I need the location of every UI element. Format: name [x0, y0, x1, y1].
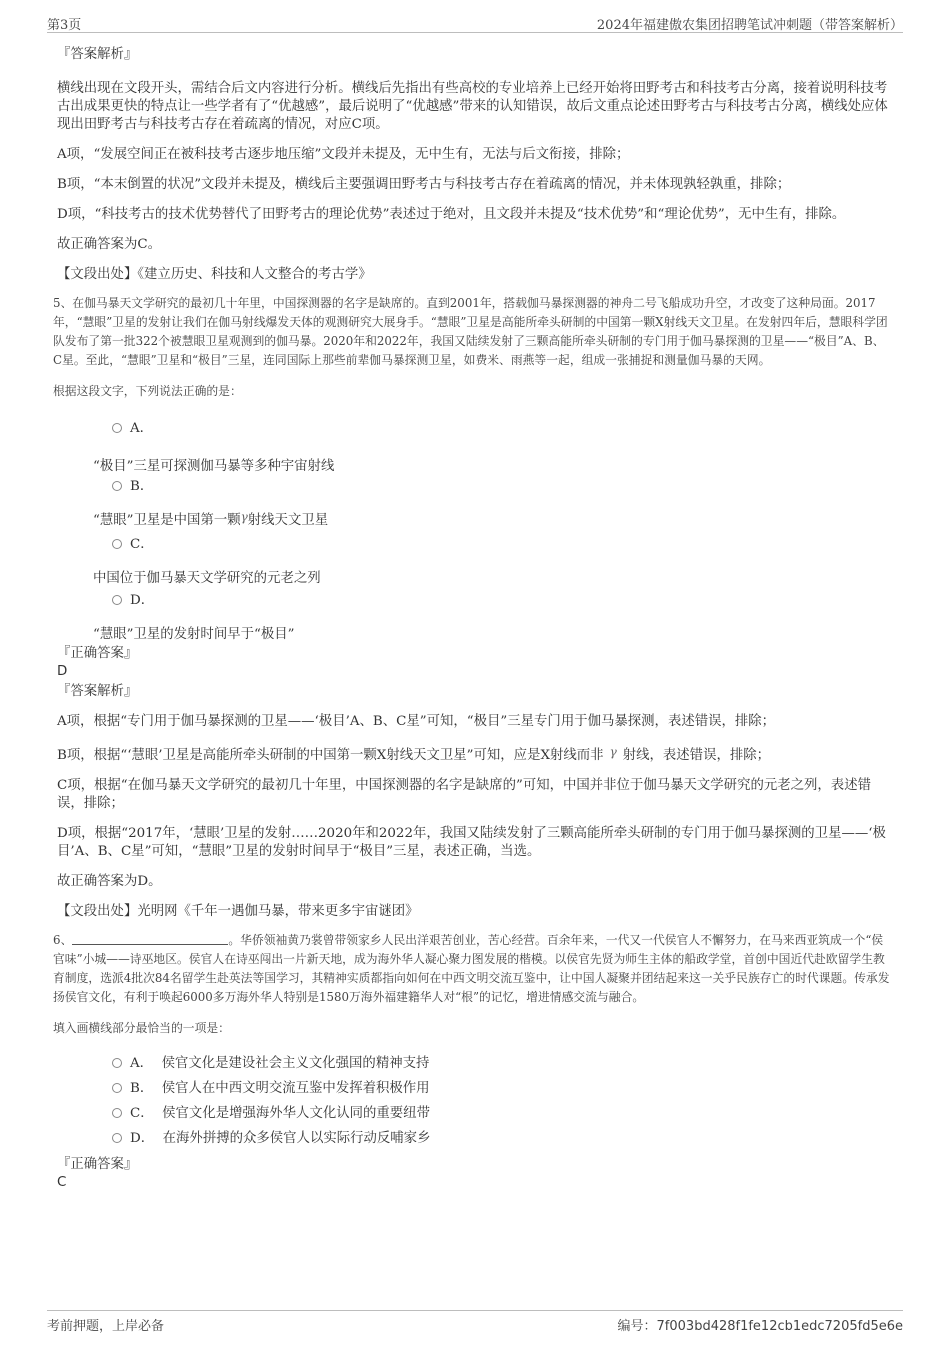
q5-option-a[interactable]: A．: [57, 417, 893, 455]
gamma-symbol: γ: [609, 745, 617, 759]
q5-option-b[interactable]: B．: [57, 475, 893, 509]
sec4-analysis: 横线出现在文段开头，需结合后文内容进行分析。横线后先指出有些高校的专业培养上已经开始将田野考古和科技考古分离，接着说明科技考古出成果更快的特点让一些学者有了“优越感”，最后说明了“优越感”带来的认知错误，故后文重点论述田野考古与科技考古分离，横线处应体现出田野考古与科技考古存在着疏离的情况，对应C项。: [57, 81, 888, 132]
footer-slogan: 考前押题，上岸必备: [47, 1319, 165, 1334]
page-header: [47, 12, 903, 33]
radio-icon[interactable]: [112, 481, 122, 491]
document-title: 2024年福建傲农集团招聘笔试冲刺题（带答案解析）: [596, 18, 903, 33]
q5-answer-title: 『正确答案』: [57, 646, 138, 661]
q5-option-a-text: “极目”三星可探测伽马暴等多种宇宙射线: [93, 459, 335, 474]
sec4-analysis-title: 『答案解析』: [57, 47, 138, 62]
page-footer: [47, 1310, 903, 1334]
q5-passage: 5、在伽马暴天文学研究的最初几十年里，中国探测器的名字是缺席的。直到2001年，搭载伽马暴探测器的神舟二号飞船成功升空，才改变了这种局面。2017年，“慧眼”卫星的发射让我们在伽马射线爆发天体的观测研究大展身手。“慧眼”卫星是高能所牵头研制的中国第一颗X射线天文卫星。在发射四年后，慧眼科学团队发布了第一批322个被慧眼卫星观测到的伽马暴。2020年和2022年，我国又陆续发射了三颗高能所牵头研制的专门用于伽马暴探测的卫星——“极目”A、B、C星。至此，“慧眼”卫星和“极目”三星，连同国际上那些前辈伽马暴探测卫星，如费米、雨燕等一起，组成一张捕捉和测量伽马暴的天网。: [53, 296, 888, 367]
q5-option-d-text: “慧眼”卫星的发射时间早于“极目”: [93, 627, 295, 642]
q5-option-d-analysis: D项，根据“2017年，‘慧眼’卫星的发射……2020年和2022年，我国又陆续发射了三颗高能所牵头研制的专门用于伽马暴探测的卫星——‘极目’A、B、C星”可知，“慧眼”卫星的发射时间早于“极目”三星，表述正确，当选。: [57, 826, 886, 859]
sec4-option-b-analysis: B项，“本末倒置的状况”文段并未提及，横线后主要强调田野考古与科技考古存在着疏离的情况，并未体现孰轻孰重，排除；: [57, 177, 791, 192]
q5-option-d[interactable]: D．: [57, 589, 893, 623]
q5-option-c-analysis: C项，根据“在伽马暴天文学研究的最初几十年里，中国探测器的名字是缺席的”可知，中国并非位于伽马暴天文学研究的元老之列，表述错误，排除；: [57, 778, 871, 811]
document-code: 编号：7f003bd428f1fe12cb1edc7205fd5e6e: [617, 1319, 903, 1334]
q5-option-b-analysis: B项，根据“‘慧眼’卫星是高能所牵头研制的中国第一颗X射线天文卫星”可知，应是X射线而非 γ 射线，表述错误，排除；: [57, 745, 771, 763]
q6-answer-title: 『正确答案』: [57, 1157, 138, 1172]
sec4-option-a-analysis: A项，“发展空间正在被科技考古逐步地压缩”文段并未提及，无中生有，无法与后文衔接，排除；: [57, 147, 630, 162]
sec4-conclusion: 故正确答案为C。: [57, 237, 161, 252]
page-content: [53, 46, 893, 1192]
q6-passage: 6、 。华侨领袖黄乃裳曾带领家乡人民出洋艰苦创业，苦心经营。百余年来，一代又一代侯官人不懈努力，在马来西亚筑成一个“侯官味”小城——诗巫地区。侯官人在诗巫闯出一片新天地，成为海外华人凝心聚力图发展的楷模。以侯官先贤为师生主体的船政学堂，首创中国近代赴欧留学生教育制度，选派4批次84名留学生赴英法等国学习，其精神实质都指向如何在中西文明交流互鉴中，让中国人凝聚并团结起来这一关乎民族存亡的时代课题。传承发扬侯官文化，有利于唤起6000多万海外华人特别是1580万海外福建籍华人对“根”的记忆，增进情感交流与融合。: [53, 933, 890, 1004]
q6-option-c[interactable]: C． 侯官文化是增强海外华人文化认同的重要纽带: [57, 1102, 893, 1127]
radio-icon[interactable]: [112, 1108, 122, 1118]
radio-icon[interactable]: [112, 1083, 122, 1093]
gamma-symbol: γ: [240, 510, 248, 524]
q5-option-a-analysis: A项，根据“专门用于伽马暴探测的卫星——‘极目’A、B、C星”可知，“极目”三星专门用于伽马暴探测，表述错误，排除；: [57, 714, 776, 729]
q6-blank: [72, 932, 228, 945]
q5-option-c-text: 中国位于伽马暴天文学研究的元老之列: [93, 571, 321, 586]
radio-icon[interactable]: [112, 1133, 122, 1143]
page-number: 第3页: [47, 18, 82, 33]
q6-answer: C: [57, 1175, 67, 1190]
q5-source: 【文段出处】光明网《千年一遇伽马暴，带来更多宇宙谜团》: [57, 904, 419, 919]
q6-option-d[interactable]: D． 在海外拼搏的众多侯官人以实际行动反哺家乡: [57, 1127, 893, 1152]
q5-analysis-title: 『答案解析』: [57, 684, 138, 699]
radio-icon[interactable]: [112, 595, 122, 605]
q5-conclusion: 故正确答案为D。: [57, 874, 162, 889]
sec4-option-d-analysis: D项，“科技考古的技术优势替代了田野考古的理论优势”表述过于绝对，且文段并未提及“技术优势”和“理论优势”，无中生有，排除。: [57, 207, 846, 222]
q6-question: 填入画横线部分最恰当的一项是：: [53, 1021, 230, 1035]
q6-options: [57, 1052, 893, 1152]
q6-option-a[interactable]: A． 侯官文化是建设社会主义文化强国的精神支持: [57, 1052, 893, 1077]
radio-icon[interactable]: [112, 1058, 122, 1068]
q5-answer: D: [57, 664, 68, 679]
q5-question: 根据这段文字，下列说法正确的是：: [53, 384, 242, 398]
radio-icon[interactable]: [112, 423, 122, 433]
q5-option-c[interactable]: C．: [57, 533, 893, 567]
q5-option-b-text: “慧眼”卫星是中国第一颗γ射线天文卫星: [93, 510, 329, 528]
sec4-source: 【文段出处】《建立历史、科技和人文整合的考古学》: [57, 267, 372, 282]
q6-option-b[interactable]: B． 侯官人在中西文明交流互鉴中发挥着积极作用: [57, 1077, 893, 1102]
q5-options: [57, 417, 893, 643]
radio-icon[interactable]: [112, 539, 122, 549]
